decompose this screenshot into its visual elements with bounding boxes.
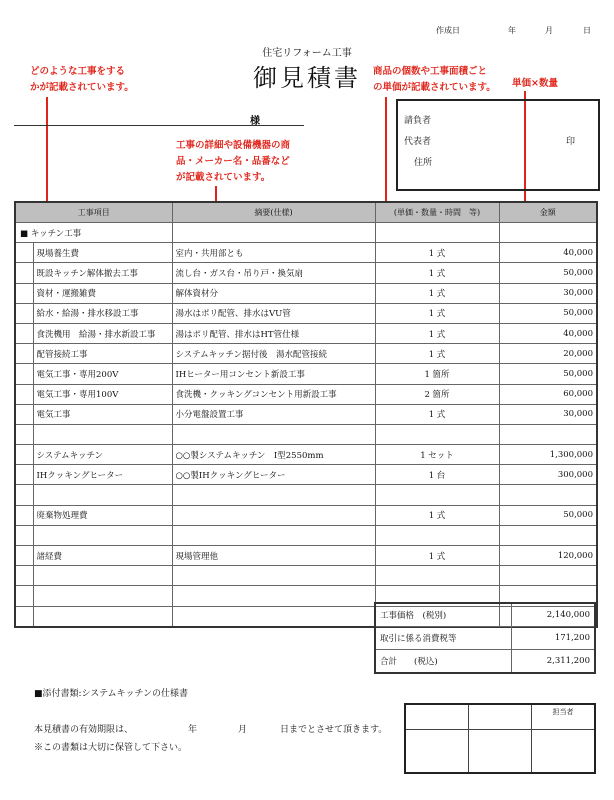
row-quantity-cell: 1 セット bbox=[375, 445, 499, 465]
row-amount-cell: 60,000 bbox=[499, 384, 597, 404]
table-header-row bbox=[15, 202, 597, 223]
row-amount-cell: 20,000 bbox=[499, 344, 597, 364]
row-item-cell: 廃棄物処理費 bbox=[33, 505, 172, 525]
row-amount-cell bbox=[499, 566, 597, 586]
row-quantity-cell bbox=[375, 485, 499, 505]
row-spec-cell bbox=[172, 424, 375, 444]
totals-row bbox=[375, 603, 595, 627]
row-item-cell bbox=[33, 424, 172, 444]
row-amount-cell: 1,300,000 bbox=[499, 445, 597, 465]
row-margin-cell bbox=[15, 243, 33, 263]
validity-note bbox=[34, 722, 404, 736]
table-row bbox=[15, 303, 597, 323]
validity-month: 月 bbox=[238, 725, 248, 735]
row-quantity-cell: 1 式 bbox=[375, 303, 499, 323]
row-spec-cell bbox=[172, 606, 375, 627]
table-row bbox=[15, 344, 597, 364]
row-item-cell: 電気工事・専用100V bbox=[33, 384, 172, 404]
table-row bbox=[15, 384, 597, 404]
table-row bbox=[15, 323, 597, 343]
row-amount-cell: 40,000 bbox=[499, 243, 597, 263]
row-item-cell: システムキッチン bbox=[33, 445, 172, 465]
row-item-cell: IHクッキングヒーター bbox=[33, 465, 172, 485]
annotation-pointer-line bbox=[46, 97, 48, 207]
row-quantity-cell bbox=[375, 223, 499, 243]
customer-honorific: 様 bbox=[250, 116, 260, 127]
row-spec-cell: ○○製システムキッチン I型2550mm bbox=[172, 445, 375, 465]
table-row bbox=[15, 546, 597, 566]
stamp-cell-person-in-charge bbox=[532, 704, 596, 730]
row-item-cell: 電気工事 bbox=[33, 404, 172, 424]
row-spec-cell: ○○製IHクッキングヒーター bbox=[172, 465, 375, 485]
address-label: 住所 bbox=[414, 158, 433, 168]
customer-name-line bbox=[14, 124, 304, 126]
row-amount-cell: 120,000 bbox=[499, 546, 597, 566]
table-row bbox=[15, 525, 597, 545]
totals-label: 合計 (税込) bbox=[375, 650, 511, 674]
row-quantity-cell: 1 式 bbox=[375, 283, 499, 303]
validity-year: 年 bbox=[188, 725, 198, 735]
annotation-pointer-line bbox=[385, 97, 387, 207]
table-row bbox=[15, 223, 597, 243]
row-margin-cell bbox=[15, 505, 33, 525]
row-item-cell: ■ キッチン工事 bbox=[15, 223, 172, 243]
row-spec-cell: システムキッチン据付後 湯水配管接続 bbox=[172, 344, 375, 364]
table-row bbox=[15, 465, 597, 485]
table-row bbox=[15, 485, 597, 505]
row-margin-cell bbox=[15, 586, 33, 606]
annotation-text: が記載されています。 bbox=[176, 172, 271, 183]
row-margin-cell bbox=[15, 606, 33, 627]
keep-note: ※この書類は大切に保管して下さい。 bbox=[34, 743, 188, 753]
annotation-text: どのような工事をする bbox=[30, 66, 126, 77]
created-date-line bbox=[0, 25, 614, 37]
estimate-table bbox=[14, 201, 598, 628]
row-spec-cell: 室内・共用部とも bbox=[172, 243, 375, 263]
row-amount-cell bbox=[499, 223, 597, 243]
contractor-label: 請負者 bbox=[404, 116, 432, 126]
annotation-spec bbox=[176, 138, 290, 186]
row-item-cell: 既設キッチン解体撤去工事 bbox=[33, 263, 172, 283]
table-row bbox=[15, 283, 597, 303]
totals-label: 工事価格 (税別) bbox=[375, 603, 511, 627]
row-item-cell: 電気工事・専用200V bbox=[33, 364, 172, 384]
row-spec-cell: 食洗機・クッキングコンセント用新設工事 bbox=[172, 384, 375, 404]
row-margin-cell bbox=[15, 303, 33, 323]
row-amount-cell bbox=[499, 485, 597, 505]
totals-value: 171,200 bbox=[511, 627, 595, 650]
row-spec-cell: 解体資材分 bbox=[172, 283, 375, 303]
row-item-cell: 現場養生費 bbox=[33, 243, 172, 263]
row-item-cell bbox=[33, 485, 172, 505]
row-spec-cell bbox=[172, 586, 375, 606]
row-item-cell: 資材・運搬雑費 bbox=[33, 283, 172, 303]
row-margin-cell bbox=[15, 546, 33, 566]
annotation-unit-price bbox=[373, 64, 496, 96]
row-quantity-cell: 1 式 bbox=[375, 243, 499, 263]
row-amount-cell bbox=[499, 525, 597, 545]
row-item-cell: 食洗機用 給湯・排水新設工事 bbox=[33, 323, 172, 343]
row-amount-cell: 50,000 bbox=[499, 364, 597, 384]
row-quantity-cell: 1 式 bbox=[375, 546, 499, 566]
table-row bbox=[15, 243, 597, 263]
row-quantity-cell: 1 式 bbox=[375, 404, 499, 424]
row-quantity-cell bbox=[375, 525, 499, 545]
annotation-text: の単価が記載されています。 bbox=[373, 82, 496, 93]
row-item-cell bbox=[33, 566, 172, 586]
row-spec-cell: 小分電盤設置工事 bbox=[172, 404, 375, 424]
row-margin-cell bbox=[15, 384, 33, 404]
row-spec-cell bbox=[172, 566, 375, 586]
stamp-cell bbox=[469, 704, 532, 730]
row-spec-cell bbox=[172, 485, 375, 505]
row-amount-cell: 30,000 bbox=[499, 283, 597, 303]
row-quantity-cell: 1 式 bbox=[375, 263, 499, 283]
annotation-text: 工事の詳細や設備機器の商 bbox=[176, 140, 291, 151]
row-spec-cell: 湯はポリ配管、排水はHT管仕様 bbox=[172, 323, 375, 343]
totals-value: 2,140,000 bbox=[511, 603, 595, 627]
row-spec-cell: IHヒーター用コンセント新設工事 bbox=[172, 364, 375, 384]
row-amount-cell: 50,000 bbox=[499, 505, 597, 525]
document-title: 御見積書 bbox=[253, 64, 361, 92]
created-day-label: 日 bbox=[583, 26, 591, 35]
table-row bbox=[15, 364, 597, 384]
row-spec-cell bbox=[172, 525, 375, 545]
totals-row bbox=[375, 650, 595, 674]
table-row bbox=[15, 424, 597, 444]
annotation-text: かが記載されています。 bbox=[30, 82, 134, 93]
row-item-cell bbox=[33, 606, 172, 627]
totals-value: 2,311,200 bbox=[511, 650, 595, 674]
row-item-cell bbox=[33, 525, 172, 545]
row-margin-cell bbox=[15, 344, 33, 364]
document-subtitle: 住宅リフォーム工事 bbox=[262, 48, 352, 59]
annotation-construction-item bbox=[30, 64, 134, 96]
representative-label: 代表者 bbox=[404, 137, 432, 147]
seal-label: 印 bbox=[566, 137, 576, 147]
person-in-charge-label: 担当者 bbox=[552, 708, 574, 716]
row-spec-cell: 流し台・ガス台・吊り戸・換気扇 bbox=[172, 263, 375, 283]
row-margin-cell bbox=[15, 283, 33, 303]
row-quantity-cell: 2 箇所 bbox=[375, 384, 499, 404]
table-row bbox=[15, 566, 597, 586]
stamp-cell bbox=[405, 704, 469, 730]
table-row bbox=[15, 404, 597, 424]
row-margin-cell bbox=[15, 525, 33, 545]
row-margin-cell bbox=[15, 263, 33, 283]
row-margin-cell bbox=[15, 566, 33, 586]
annotation-amount: 単価×数量 bbox=[512, 78, 558, 89]
totals-label: 取引に係る消費税等 bbox=[375, 627, 511, 650]
created-date-label: 作成日 bbox=[436, 26, 460, 35]
row-amount-cell: 50,000 bbox=[499, 303, 597, 323]
row-quantity-cell: 1 式 bbox=[375, 344, 499, 364]
row-margin-cell bbox=[15, 364, 33, 384]
row-quantity-cell: 1 式 bbox=[375, 323, 499, 343]
header-amount: 金額 bbox=[499, 202, 597, 223]
row-margin-cell bbox=[15, 485, 33, 505]
row-amount-cell: 300,000 bbox=[499, 465, 597, 485]
row-margin-cell bbox=[15, 404, 33, 424]
annotation-text: 商品の個数や工事面積ごと bbox=[373, 66, 488, 77]
row-amount-cell: 30,000 bbox=[499, 404, 597, 424]
row-amount-cell: 40,000 bbox=[499, 323, 597, 343]
totals-row bbox=[375, 627, 595, 650]
row-item-cell: 給水・給湯・排水移設工事 bbox=[33, 303, 172, 323]
annotation-text: 品・メーカー名・品番など bbox=[176, 156, 290, 167]
table-row bbox=[15, 445, 597, 465]
row-margin-cell bbox=[15, 323, 33, 343]
row-margin-cell bbox=[15, 445, 33, 465]
row-spec-cell: 湯水はポリ配管、排水はVU管 bbox=[172, 303, 375, 323]
table-row bbox=[15, 263, 597, 283]
header-spec: 摘要(仕様) bbox=[172, 202, 375, 223]
contractor-box bbox=[396, 99, 600, 191]
row-spec-cell bbox=[172, 505, 375, 525]
row-spec-cell bbox=[172, 223, 375, 243]
stamp-cell bbox=[532, 730, 596, 774]
validity-prefix: 本見積書の有効期限は、 bbox=[34, 725, 134, 735]
table-row bbox=[15, 505, 597, 525]
row-item-cell bbox=[33, 586, 172, 606]
stamp-cell bbox=[405, 730, 469, 774]
row-quantity-cell bbox=[375, 424, 499, 444]
row-quantity-cell bbox=[375, 566, 499, 586]
row-item-cell: 配管接続工事 bbox=[33, 344, 172, 364]
totals-table bbox=[374, 602, 596, 674]
header-quantity: (単価・数量・時間 等) bbox=[375, 202, 499, 223]
row-quantity-cell: 1 式 bbox=[375, 505, 499, 525]
attachment-note: ■添付書類:システムキッチンの仕様書 bbox=[34, 689, 189, 699]
header-item: 工事項目 bbox=[15, 202, 172, 223]
row-amount-cell: 50,000 bbox=[499, 263, 597, 283]
row-quantity-cell: 1 箇所 bbox=[375, 364, 499, 384]
stamp-cell bbox=[469, 730, 532, 774]
row-margin-cell bbox=[15, 424, 33, 444]
validity-suffix: 日までとさせて頂きます。 bbox=[280, 725, 388, 735]
row-item-cell: 諸経費 bbox=[33, 546, 172, 566]
row-spec-cell: 現場管理他 bbox=[172, 546, 375, 566]
row-margin-cell bbox=[15, 465, 33, 485]
row-amount-cell bbox=[499, 424, 597, 444]
row-quantity-cell: 1 台 bbox=[375, 465, 499, 485]
created-year-label: 年 bbox=[508, 26, 516, 35]
stamp-box bbox=[404, 703, 596, 774]
created-month-label: 月 bbox=[545, 26, 553, 35]
